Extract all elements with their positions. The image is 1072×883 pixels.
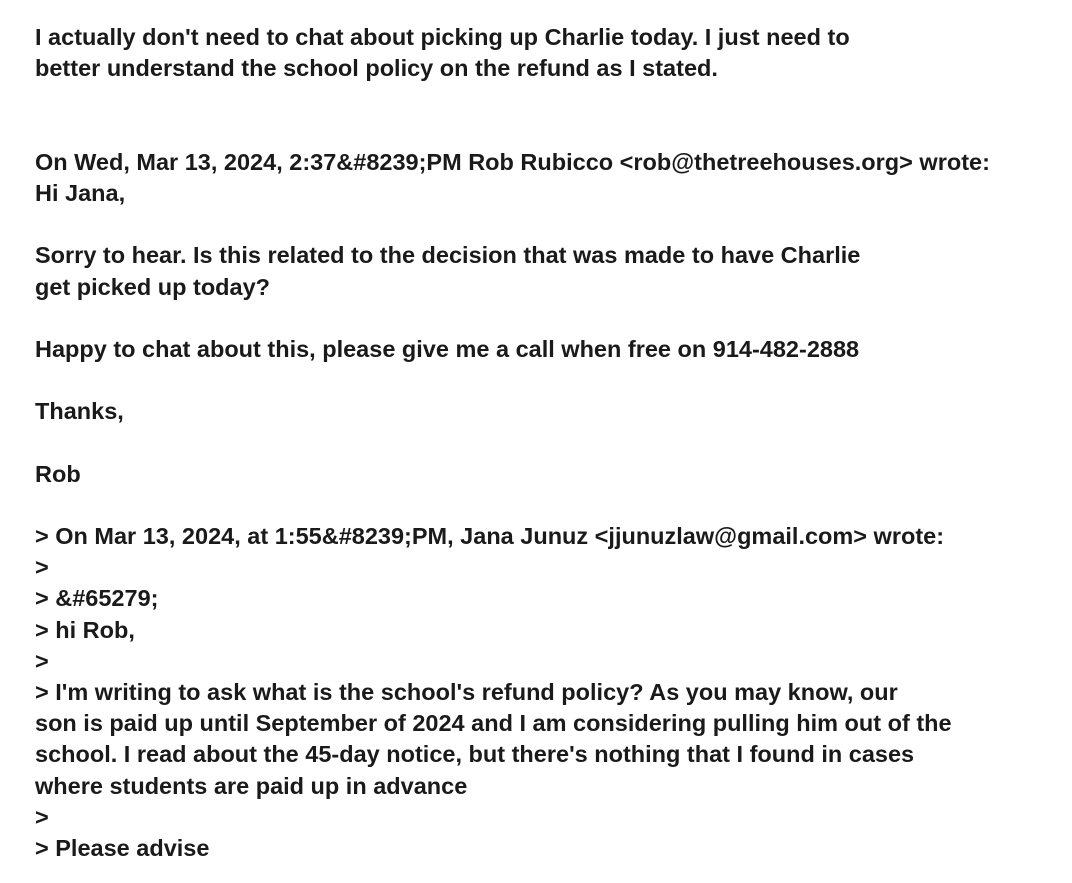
quoted-greeting: Hi Jana, xyxy=(35,179,126,206)
nested-quote-closing: > Please advise xyxy=(35,834,210,861)
spacer xyxy=(35,490,1065,521)
nested-quote-body-line-1: > I'm writing to ask what is the school's refund policy? As you may know, our xyxy=(35,678,898,705)
email-body xyxy=(35,22,1065,864)
quoted-closing: Thanks, xyxy=(35,398,124,425)
quoted-signature: Rob xyxy=(35,460,81,487)
spacer xyxy=(35,303,1065,334)
nested-quote-greeting: > hi Rob, xyxy=(35,616,135,643)
nested-quote-body-line-3: school. I read about the 45-day notice, but there's nothing that I found in cases xyxy=(35,741,915,768)
quoted-paragraph-2: Happy to chat about this, please give me a call when free on 914-482-2888 xyxy=(35,335,860,362)
nested-quote-body-line-4: where students are paid up in advance xyxy=(35,772,468,799)
spacer xyxy=(35,209,1065,240)
nested-quote-header: > On Mar 13, 2024, at 1:55&#8239;PM, Jana Junuz <jjunuzlaw@gmail.com> wrote: xyxy=(35,523,945,549)
nested-quote-marker: > xyxy=(35,803,49,830)
spacer xyxy=(35,116,1065,147)
quoted-paragraph-1-line-2: get picked up today? xyxy=(35,273,271,300)
nested-quote-marker: > xyxy=(35,554,49,581)
spacer xyxy=(35,427,1065,458)
nested-quote-bom-line: > &#65279; xyxy=(35,585,159,612)
quoted-header: On Wed, Mar 13, 2024, 2:37&#8239;PM Rob Rubicco <rob@thetreehouses.org> wrote: xyxy=(35,148,990,175)
nested-quote-body-line-2: son is paid up until September of 2024 and I am considering pulling him out of the xyxy=(35,710,952,737)
spacer xyxy=(35,365,1065,396)
spacer xyxy=(35,84,1065,115)
reply-line-2: better understand the school policy on the refund as I stated. xyxy=(35,55,718,82)
nested-quote-marker: > xyxy=(35,647,49,674)
quoted-paragraph-1-line-1: Sorry to hear. Is this related to the decision that was made to have Charlie xyxy=(35,242,861,269)
reply-line-1: I actually don't need to chat about picking up Charlie today. I just need to xyxy=(35,24,850,50)
